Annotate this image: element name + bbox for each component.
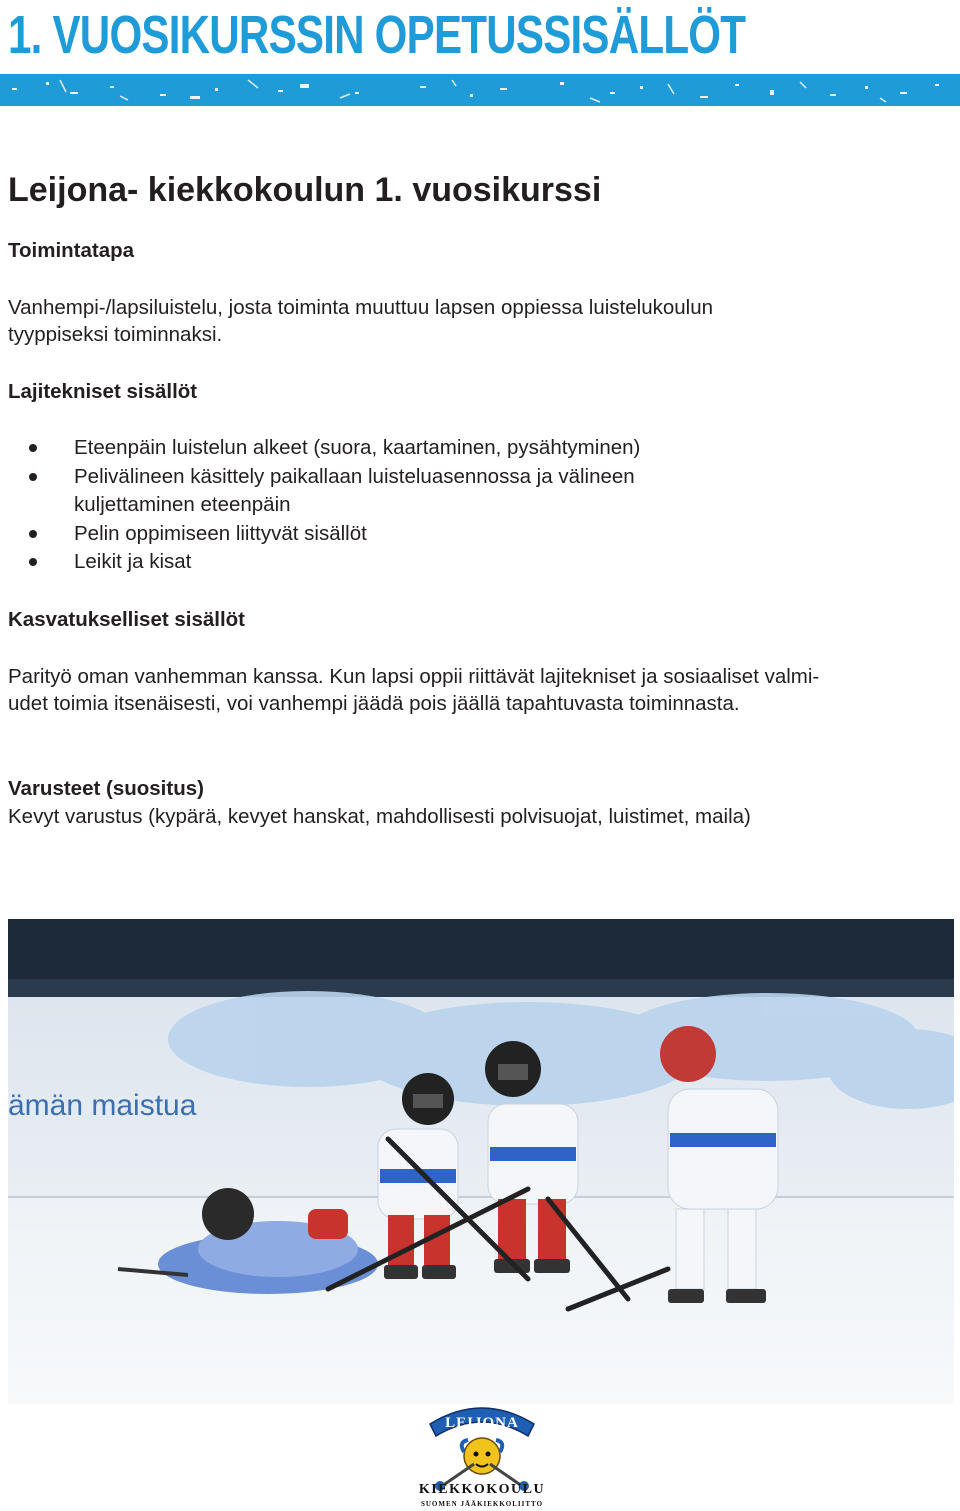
list-item <box>8 520 640 549</box>
bullet-icon <box>29 473 37 481</box>
header-stripe <box>0 74 960 106</box>
board-ad-text: ämän maistua <box>8 1089 197 1122</box>
logo-name: KIEKKOKOULU <box>418 1482 546 1497</box>
list-item-text: Pelivälineen käsittely paikallaan luisteluasennossa ja välineen <box>74 464 635 488</box>
logo-banner-text: LEIJONA <box>445 1415 519 1431</box>
list-item <box>8 434 640 463</box>
logo-org: SUOMEN JÄÄKIEKKOLIITTO <box>420 1500 544 1508</box>
bullet-icon <box>29 558 37 566</box>
leijona-kiekkokoulu-logo <box>412 1394 552 1511</box>
list-item-text: Pelin oppimiseen liittyvät sisällöt <box>74 521 367 545</box>
list-item-text: Leikit ja kisat <box>74 550 192 573</box>
bullet-icon <box>29 444 37 452</box>
bullet-icon <box>29 530 37 538</box>
toimintatapa-heading: Toimintatapa <box>8 239 135 262</box>
list-item <box>8 548 640 577</box>
stripe-texture <box>0 74 960 106</box>
lajitekniset-heading: Lajitekniset sisällöt <box>8 380 198 403</box>
text-line: Kevyt varustus (kypärä, kevyet hanskat, mahdollisesti polvisuojat, luistimet, maila) <box>8 805 751 828</box>
text-line: Parityö oman vanhemman kanssa. Kun lapsi oppii riittävät lajitekniset ja sosiaaliset valmi- <box>8 665 820 688</box>
list-item-text: kuljettaminen eteenpäin <box>74 493 291 516</box>
text-line: tyyppiseksi toiminnaksi. <box>8 323 223 346</box>
list-item-text: Eteenpäin luistelun alkeet (suora, kaartaminen, pysähtyminen) <box>74 436 641 459</box>
kasvatukselliset-text <box>8 663 953 717</box>
text-line: udet toimia itsenäisesti, voi vanhempi jäädä pois jäällä tapahtuvasta toiminnasta. <box>8 692 740 715</box>
lajitekniset-list <box>8 434 640 577</box>
list-item <box>8 463 640 520</box>
varusteet-text <box>8 803 953 830</box>
hockey-photo-illustration <box>8 919 954 1404</box>
page-title: 1. VUOSIKURSSIN OPETUSSISÄLLÖT <box>8 5 746 65</box>
toimintatapa-text <box>8 294 953 348</box>
varusteet-heading: Varusteet (suositus) <box>8 777 204 800</box>
section-heading: Leijona- kiekkokoulun 1. vuosikurssi <box>8 171 602 209</box>
kasvatukselliset-heading: Kasvatukselliset sisällöt <box>8 608 246 631</box>
text-line: Vanhempi-/lapsiluistelu, josta toiminta muuttuu lapsen oppiessa luistelukoulun <box>8 296 713 319</box>
hockey-photo <box>8 919 954 1404</box>
